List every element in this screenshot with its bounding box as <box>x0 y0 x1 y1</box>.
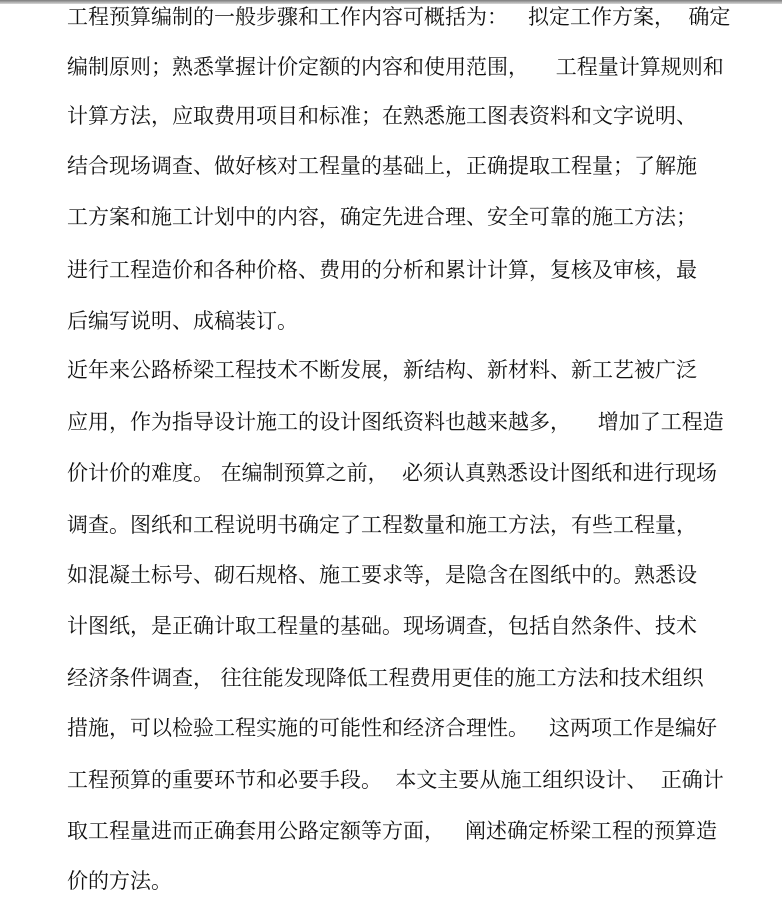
text-line: 如混凝土标号、砌石规格、施工要求等，是隐含在图纸中的。熟悉设 <box>67 563 697 587</box>
text-line: 近年来公路桥梁工程技术不断发展，新结构、新材料、新工艺被广泛 <box>67 358 697 382</box>
text-line: 后编写说明、成稿装订。 <box>67 309 298 333</box>
text-line: 调查。图纸和工程说明书确定了工程数量和施工方法，有些工程量， <box>67 513 697 537</box>
text-line: 工程预算的重要环节和必要手段。 本文主要从施工组织设计、 正确计 <box>67 768 724 792</box>
text-line: 进行工程造价和各种价格、费用的分析和累计计算，复核及审核，最 <box>67 258 697 282</box>
text-line: 计算方法，应取费用项目和标准；在熟悉施工图表资料和文字说明、 <box>67 104 697 128</box>
text-line: 工程预算编制的一般步骤和工作内容可概括为： 拟定工作方案， 确定 <box>67 5 731 29</box>
text-line: 工方案和施工计划中的内容，确定先进合理、安全可靠的施工方法； <box>67 205 697 229</box>
text-line: 措施，可以检验工程实施的可能性和经济合理性。 这两项工作是编好 <box>67 716 718 740</box>
text-line: 结合现场调查、做好核对工程量的基础上，正确提取工程量；了解施 <box>67 154 697 178</box>
text-line: 价的方法。 <box>67 869 172 893</box>
text-line: 编制原则；熟悉掌握计价定额的内容和使用范围， 工程量计算规则和 <box>67 55 724 79</box>
text-line: 计图纸，是正确计取工程量的基础。现场调查，包括自然条件、技术 <box>67 614 697 638</box>
text-line: 经济条件调查， 往往能发现降低工程费用更佳的施工方法和技术组织 <box>67 666 704 690</box>
text-line: 价计价的难度。 在编制预算之前， 必须认真熟悉设计图纸和进行现场 <box>67 461 718 485</box>
text-line: 应用，作为指导设计施工的设计图纸资料也越来越多， 增加了工程造 <box>67 410 724 434</box>
text-line: 取工程量进而正确套用公路定额等方面， 阐述确定桥梁工程的预算造 <box>67 819 718 843</box>
